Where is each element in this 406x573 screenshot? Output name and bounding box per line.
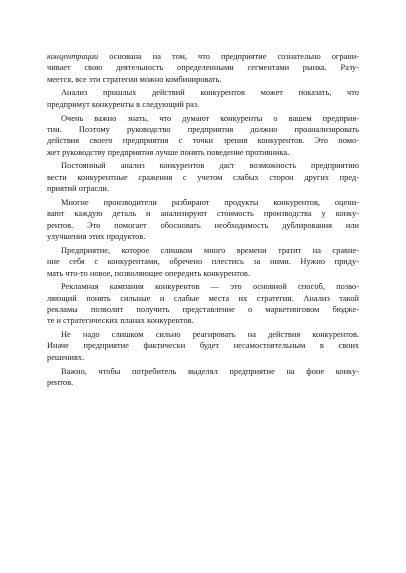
- line-text: меется, все эти стратегии можно комбинировать.: [47, 74, 222, 84]
- italic-term: концентрации: [47, 52, 99, 61]
- text-line: [47, 87, 359, 98]
- text-line: [47, 256, 359, 267]
- paragraph: [47, 281, 359, 327]
- line-text: ние себя с конкурентами, обречено плестись за ними. Нужно приду-: [47, 257, 359, 267]
- text-line: [47, 245, 359, 256]
- line-text: приятий отрасли.: [47, 184, 109, 194]
- line-text: Анализ прошлых действий конкурентов может показать, что: [61, 88, 359, 98]
- line-text: улучшения этих продуктов.: [47, 232, 146, 242]
- text-line: [47, 74, 359, 85]
- text-line: [47, 113, 359, 124]
- line-text: предпримут конкуренты в следующий раз.: [47, 99, 200, 109]
- line-text: вают каждую деталь и анализируют стоимость производства у конку-: [47, 209, 359, 219]
- body-text: [47, 51, 359, 391]
- line-text: основана на том, что предприятие сознательно ограни-: [98, 52, 359, 61]
- paragraph: [47, 87, 359, 110]
- line-text: жет руководству предприятия лучше понять поведение противника.: [47, 147, 290, 157]
- paragraph: [47, 329, 359, 363]
- line-text: Очень важно знать, что думают конкуренты о вашем предприя-: [61, 113, 359, 123]
- text-line: [47, 99, 359, 110]
- line-text: вести конкурентные сражения с учетом слабых сторон других пред-: [47, 172, 359, 182]
- text-line: [47, 329, 359, 340]
- text-line: [47, 135, 359, 146]
- line-text: чивает свою деятельность определенными сегментами рынка. Разу-: [47, 63, 359, 73]
- line-text: Постоянный анализ конкурентов даст возможность предприятию: [61, 161, 359, 171]
- line-text: рентов. Это помогает обосновать необходимость дублирования или: [47, 220, 359, 230]
- text-line: [47, 172, 359, 183]
- text-line: [47, 340, 359, 351]
- line-text: Рекламная кампания конкурентов — это основной способ, позво-: [61, 282, 359, 292]
- line-text: Важно, чтобы потребитель выделял предприятие на фоне конку-: [61, 366, 359, 376]
- text-line: [47, 304, 359, 315]
- line-text: тии. Поэтому руководство предприятия должно проанализировать: [47, 124, 359, 134]
- paragraph: [47, 366, 359, 389]
- line-text: Иначе предприятие фактически будет несамостоятельным в своих: [47, 341, 359, 351]
- line-text: те и стратегических планах конкурентов.: [47, 316, 194, 326]
- line-text: мать что-то новое, позволяющее опередить конкурентов.: [47, 268, 250, 278]
- paragraph: [47, 197, 359, 243]
- text-line: [47, 352, 359, 363]
- line-text: рекламы позволит получить представление о маркетинговом бюдже-: [47, 304, 359, 314]
- line-text: Не надо слишком сильно реагировать на действия конкурентов.: [61, 330, 359, 340]
- paragraph: [47, 160, 359, 194]
- line-text: ляющий понять сильные и слабые места их стратегии. Анализ такой: [47, 293, 359, 303]
- line-text: рентов.: [47, 377, 74, 387]
- paragraph: [47, 113, 359, 159]
- text-line: [47, 231, 359, 242]
- text-line: [47, 197, 359, 208]
- text-line: [47, 183, 359, 194]
- text-line: [47, 51, 359, 62]
- line-text: Многие производители разбирают продукты конкурентов, оцени-: [61, 197, 359, 207]
- paragraph: [47, 245, 359, 279]
- line-text: решениях.: [47, 352, 85, 362]
- text-line: [47, 366, 359, 377]
- text-line: [47, 268, 359, 279]
- text-line: [47, 281, 359, 292]
- text-line: [47, 147, 359, 158]
- text-line: [47, 62, 359, 73]
- text-line: [47, 315, 359, 326]
- line-text: действия своего предприятия с точки зрения конкурентов. Это помо-: [47, 136, 359, 146]
- text-line: [47, 220, 359, 231]
- text-line: [47, 377, 359, 388]
- text-line: [47, 293, 359, 304]
- line-text: Предприятие, которое слишком много времени тратит на сравне-: [61, 245, 359, 255]
- text-line: [47, 208, 359, 219]
- text-line: [47, 124, 359, 135]
- paragraph: [47, 51, 359, 85]
- text-line: [47, 160, 359, 171]
